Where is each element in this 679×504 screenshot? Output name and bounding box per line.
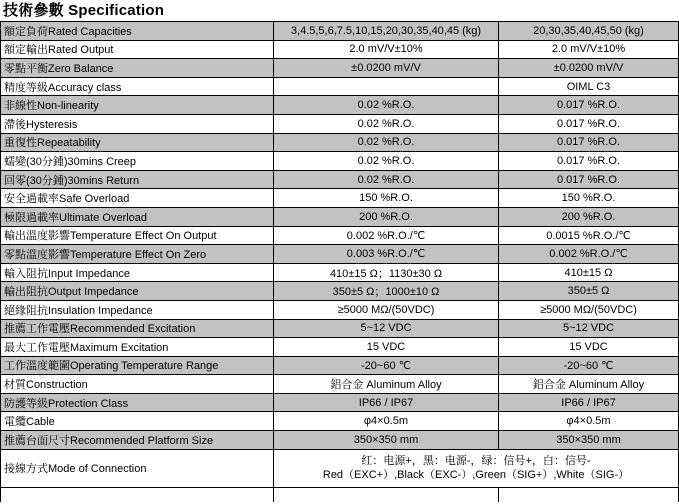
spec-row-label: 最大工作電壓Maximum Excitation	[1, 338, 274, 356]
spec-value-col2: φ4×0.5m	[566, 415, 611, 428]
spec-value-col1: -20~60 ℃	[274, 357, 499, 375]
specification-table	[0, 21, 679, 502]
spec-row	[1, 227, 678, 246]
spec-row-label: 滯後Hysteresis	[1, 115, 274, 133]
spec-row-label: 工作溫度範圍Operating Temperature Range	[1, 357, 274, 375]
spec-value-col1: 5~12 VDC	[274, 320, 499, 338]
spec-row	[1, 208, 678, 227]
spec-row-label: 額定負荷Rated Capacities	[1, 22, 274, 40]
spec-row-label: 推薦台面尺寸Recommended Platform Size	[1, 431, 274, 449]
spec-row-label: 回零(30分鍾)30mins Return	[1, 171, 274, 189]
spec-value-col1: 0.02 %R.O.	[274, 115, 499, 133]
spec-value-col1: 0.003 %R.O./℃	[274, 245, 499, 263]
spec-value-col1: 0.002 %R.O./℃	[274, 227, 499, 245]
spec-value-col1: 150 %R.O.	[274, 189, 499, 207]
spec-value-col2: 鋁合金 Aluminum Alloy	[532, 379, 645, 392]
partial-cell	[499, 488, 678, 502]
spec-row	[1, 171, 678, 190]
spec-row-label: 額定輸出Rated Output	[1, 41, 274, 59]
spec-value-col1: φ4×0.5m	[274, 412, 499, 430]
spec-row-label: 輸出阻抗Output Impedance	[1, 282, 274, 300]
spec-value-col2: 0.017 %R.O.	[557, 99, 620, 112]
spec-row-mode-of-connection	[1, 450, 678, 488]
spec-value-col2: 0.017 %R.O.	[557, 154, 620, 167]
spec-value-col2: 350×350 mm	[556, 433, 621, 446]
spec-row-label: 推薦工作電壓Recommended Excitation	[1, 320, 274, 338]
spec-value-col2: 0.017 %R.O.	[557, 173, 620, 186]
spec-value-col1: ±0.0200 mV/V	[274, 59, 499, 77]
spec-value-col1: 200 %R.O.	[274, 208, 499, 226]
spec-value-col2: -20~60 ℃	[563, 359, 614, 372]
spec-row	[1, 412, 678, 431]
spec-row-label: 重復性Repeatability	[1, 134, 274, 152]
spec-row	[1, 338, 678, 357]
spec-value-col2: 20,30,35,40,45,50 (kg)	[533, 24, 644, 37]
spec-value-col2: 2.0 mV/V±10%	[551, 43, 626, 56]
spec-connection-values	[274, 450, 678, 487]
spec-value-col2: 200 %R.O.	[561, 210, 616, 223]
spec-row	[1, 375, 678, 394]
spec-row-label: 電纜Cable	[1, 412, 274, 430]
spec-row	[1, 282, 678, 301]
partial-cell	[274, 488, 499, 502]
spec-row	[1, 189, 678, 208]
spec-value-col2: 350±5 Ω	[567, 285, 610, 298]
spec-row	[1, 59, 678, 78]
spec-value-col2: ≥5000 MΩ/(50VDC)	[540, 303, 637, 316]
page-title: 技術參數 Specification	[3, 2, 165, 19]
spec-value-col2: 410±15 Ω	[564, 266, 613, 279]
spec-row	[1, 78, 678, 97]
spec-value-col1: 0.02 %R.O.	[274, 96, 499, 114]
spec-value-col2: 5~12 VDC	[562, 322, 615, 335]
spec-value-col1: 鋁合金 Aluminum Alloy	[274, 375, 499, 393]
spec-row	[1, 320, 678, 339]
spec-row	[1, 22, 678, 41]
spec-row	[1, 245, 678, 264]
spec-value-col1: 3,4.5,5,6,7.5,10,15,20,30,35,40,45 (kg)	[274, 22, 499, 40]
spec-value-col1	[274, 78, 499, 96]
spec-value-col1: 410±15 Ω；1130±30 Ω	[274, 264, 499, 282]
spec-row-label: 材質Construction	[1, 375, 274, 393]
spec-row	[1, 394, 678, 413]
spec-value-col1: 350×350 mm	[274, 431, 499, 449]
spec-row-label: 非線性Non-linearity	[1, 96, 274, 114]
spec-value-col1: 0.02 %R.O.	[274, 171, 499, 189]
spec-value-col1: 15 VDC	[274, 338, 499, 356]
spec-value-col2: OIML C3	[566, 80, 611, 93]
spec-row	[1, 152, 678, 171]
spec-row	[1, 357, 678, 376]
spec-value-col1: 0.02 %R.O.	[274, 134, 499, 152]
spec-row	[1, 301, 678, 320]
spec-row-label: 接線方式Mode of Connection	[1, 450, 274, 487]
spec-value-col1: IP66 / IP67	[274, 394, 499, 412]
spec-row-label: 零點溫度影響Temperature Effect On Zero	[1, 245, 274, 263]
spec-row-partial-cutoff	[1, 488, 678, 502]
spec-row-label: 極限過載率Ultimate Overload	[1, 208, 274, 226]
spec-value-col2: 0.017 %R.O.	[557, 117, 620, 130]
connection-line-chinese: 红：电源+，黑：电源-，绿：信号+，白：信号-	[361, 455, 591, 468]
spec-value-col2: 15 VDC	[569, 340, 608, 353]
spec-value-col1: 2.0 mV/V±10%	[274, 41, 499, 59]
spec-row-label: 輸出溫度影響Temperature Effect On Output	[1, 227, 274, 245]
spec-table-body	[1, 22, 678, 450]
spec-value-col1: 0.02 %R.O.	[274, 152, 499, 170]
spec-value-col1: ≥5000 MΩ/(50VDC)	[274, 301, 499, 319]
spec-value-col2: 0.017 %R.O.	[557, 136, 620, 149]
spec-row	[1, 96, 678, 115]
spec-value-col2: 0.0015 %R.O./℃	[546, 229, 631, 242]
spec-value-col2: 0.002 %R.O./℃	[549, 248, 628, 261]
spec-row	[1, 115, 678, 134]
spec-row-label: 絕緣阻抗Insulation Impedance	[1, 301, 274, 319]
spec-row-label: 零點平衡Zero Balance	[1, 59, 274, 77]
connection-line-english: Red（EXC+）,Black（EXC-）,Green（SIG+）,White（SIG-）	[322, 469, 630, 482]
spec-row	[1, 431, 678, 450]
spec-row	[1, 264, 678, 283]
spec-row	[1, 134, 678, 153]
spec-row-label: 蠕變(30分鍾)30mins Creep	[1, 152, 274, 170]
spec-row-label: 精度等級Accuracy class	[1, 78, 274, 96]
spec-row-label: 防護等級Protection Class	[1, 394, 274, 412]
spec-value-col2: ±0.0200 mV/V	[553, 61, 624, 74]
partial-cell	[1, 488, 274, 502]
spec-value-col1: 350±5 Ω；1000±10 Ω	[274, 282, 499, 300]
spec-row-label: 輸入阻抗Input Impedance	[1, 264, 274, 282]
spec-row	[1, 41, 678, 60]
spec-value-col2: 150 %R.O.	[561, 192, 616, 205]
spec-row-label: 安全過載率Safe Overload	[1, 189, 274, 207]
spec-value-col2: IP66 / IP67	[561, 396, 616, 409]
